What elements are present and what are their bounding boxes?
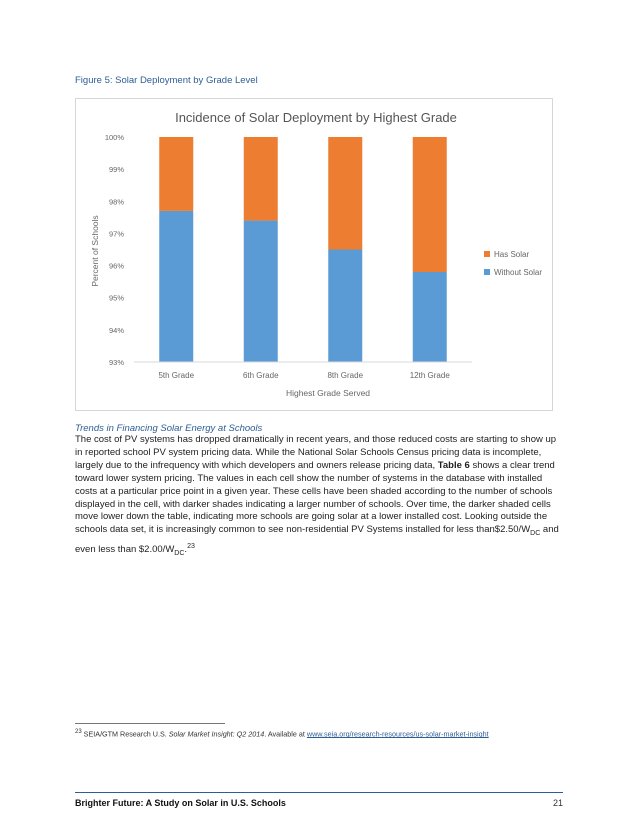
y-tick-label: 95%	[108, 293, 124, 303]
footer-divider	[75, 792, 563, 793]
bar-has-solar[interactable]	[328, 137, 362, 250]
y-tick-label: 98%	[108, 197, 124, 207]
y-tick-label: 100%	[104, 133, 124, 142]
unit-subscript: DC	[530, 530, 541, 538]
footnote-ref-23[interactable]: 23	[187, 543, 195, 551]
bar-without-solar[interactable]	[413, 272, 447, 362]
footnote-divider	[75, 723, 225, 724]
table-6-reference: Table 6	[437, 459, 470, 471]
bar-without-solar[interactable]	[244, 221, 278, 362]
legend-label: Without Solar	[494, 268, 543, 277]
bar-without-solar[interactable]	[328, 250, 362, 363]
body-text-part-1: The cost of PV systems has dropped dramatically in recent years, and those reduced costs are starting to show up in reported school PV system pricing data. While the National Solar Schools Census pricing data is incomplete, largely due to the infrequency with which developers and owners release pricing data,	[75, 434, 557, 471]
footnote-23	[75, 729, 575, 738]
body-paragraph	[75, 434, 565, 561]
bar-has-solar[interactable]	[159, 137, 193, 211]
chart-title: Incidence of Solar Deployment by Highest Grade	[175, 110, 457, 125]
body-text-part-4: .	[184, 544, 188, 556]
footnote-number: 23	[75, 729, 82, 735]
x-tick-label: 5th Grade	[158, 371, 195, 380]
legend-swatch	[484, 269, 490, 275]
chart-container	[75, 98, 553, 411]
footer-title: Brighter Future: A Study on Solar in U.S. Schools	[75, 798, 286, 808]
y-axis-label: Percent of Schools	[90, 215, 100, 287]
footnote-text-2: . Available at	[264, 729, 307, 739]
x-tick-label: 6th Grade	[242, 371, 279, 380]
footnote-link[interactable]: www.seia.org/research-resources/us-solar-market-insight	[306, 729, 489, 739]
section-heading: Trends in Financing Solar Energy at Schools	[75, 423, 263, 434]
y-tick-label: 93%	[108, 358, 124, 367]
y-tick-label: 97%	[108, 229, 124, 239]
x-tick-label: 12th Grade	[409, 371, 450, 380]
legend-label: Has Solar	[494, 250, 530, 259]
footnote-publication: Solar Market Insight: Q2 2014	[168, 729, 265, 739]
figure-caption: Figure 5: Solar Deployment by Grade Level	[75, 75, 258, 86]
x-tick-label: 8th Grade	[327, 371, 364, 380]
y-tick-label: 94%	[108, 325, 124, 335]
footnote-text-1: SEIA/GTM Research U.S.	[81, 729, 169, 739]
y-tick-label: 99%	[108, 165, 124, 175]
legend-swatch	[484, 251, 490, 257]
bar-has-solar[interactable]	[413, 137, 447, 272]
body-text-part-2: shows a clear trend toward lower system pricing. The values in each cell show the number of systems in the database with installed costs at a particular price point in a given year. These cells have been shaded according to the number of schools displayed in the cell, with darker shades indicating a larger number of schools. Over time, the darker shaded cells move lower down the table, indicating more schools are going solar at a lower installed cost. Looking outside the schools data set, it is increasingly common to see non-residential PV Systems installed for less than$2.50/W	[75, 459, 555, 536]
y-tick-label: 96%	[108, 261, 124, 271]
body-text-part-3: and even less than $2.00/W	[75, 524, 559, 556]
unit-subscript-2: DC	[174, 550, 185, 558]
bar-has-solar[interactable]	[244, 137, 278, 221]
page-number: 21	[552, 798, 563, 808]
bar-without-solar[interactable]	[159, 211, 193, 362]
x-axis-label: Highest Grade Served	[285, 388, 371, 398]
stacked-bar-chart	[76, 99, 554, 412]
